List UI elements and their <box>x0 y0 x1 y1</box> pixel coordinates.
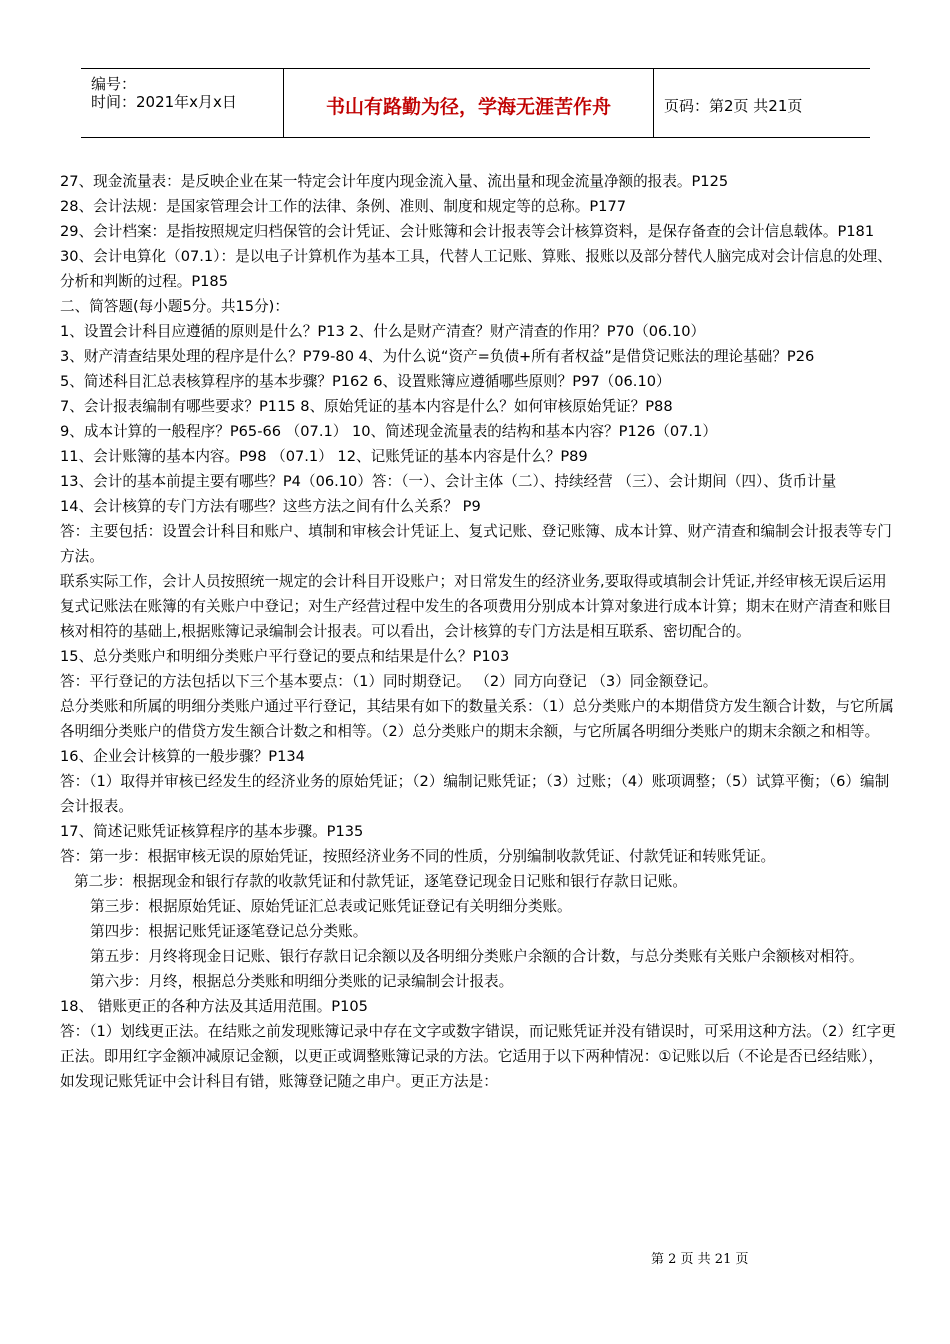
header-page-number: 页码：第2页 共21页 <box>664 97 803 115</box>
header-table <box>81 68 870 138</box>
question-14: 14、会计核算的专门方法有哪些？这些方法之间有什么关系？ P9 <box>60 498 481 515</box>
question-1-2: 1、设置会计科目应遵循的原则是什么？P13 2、什么是财产清查？财产清查的作用？P70（06.10） <box>60 323 706 340</box>
document-number-label: 编号： <box>91 75 137 93</box>
answer-18: 答：（1）划线更正法。在结账之前发现账簿记录中存在文字或数字错误，而记账凭证并没有错误时，可采用这种方法。（2）红字更正法。即用红字金额冲减原记金额，以更正或调整账簿记录的方法。它适用于以下两种情况：①记账以后（不论是否已经结账），如发现记账凭证中会计科目有错，账簿登记随之串户。更正方法是： <box>60 1023 896 1090</box>
question-15: 15、总分类账户和明细分类账户平行登记的要点和结果是什么？P103 <box>60 648 510 665</box>
question-9-10: 9、成本计算的一般程序？P65-66 （07.1） 10、简述现金流量表的结构和基本内容？P126（07.1） <box>60 423 717 440</box>
header-page-cell <box>654 69 870 137</box>
document-date-label: 时间：2021年x月x日 <box>91 93 237 111</box>
answer-16: 答：（1）取得并审核已经发生的经济业务的原始凭证；（2）编制记账凭证；（3）过账；（4）账项调整；（5）试算平衡；（6）编制会计报表。 <box>60 773 890 815</box>
paragraph-28: 28、会计法规：是国家管理会计工作的法律、条例、准则、制度和规定等的总称。P177 <box>60 198 627 215</box>
answer-17-step-3: 第三步：根据原始凭证、原始凭证汇总表或记账凭证登记有关明细分类账。 <box>90 898 572 915</box>
footer-page-number: 第 2 页 共 21 页 <box>651 1252 749 1267</box>
question-13: 13、会计的基本前提主要有哪些？P4（06.10）答：（一）、会计主体（二）、持续经营 （三）、会计期间（四）、货币计量 <box>60 473 837 490</box>
paragraph-27: 27、现金流量表：是反映企业在某一特定会计年度内现金流入量、流出量和现金流量净额的报表。P125 <box>60 173 729 190</box>
question-11-12: 11、会计账簿的基本内容。P98 （07.1） 12、记账凭证的基本内容是什么？P89 <box>60 448 588 465</box>
header-info-cell <box>81 69 284 137</box>
answer-14-detail: 联系实际工作，会计人员按照统一规定的会计科目开设账户；对日常发生的经济业务,要取得或填制会计凭证,并经审核无误后运用复式记账法在账簿的有关账户中登记；对生产经营过程中发生的各项费用分别成本计算对象进行成本计算；期末在财产清查和账目核对相符的基础上,根据账簿记录编制会计报表。可以看出，会计核算的专门方法是相互联系、密切配合的。 <box>60 573 892 640</box>
paragraph-30: 30、会计电算化（07.1）：是以电子计算机作为基本工具，代替人工记账、算账、报账以及部分替代人脑完成对会计信息的处理、分析和判断的过程。P185 <box>60 248 892 290</box>
answer-17-step-4: 第四步：根据记账凭证逐笔登记总分类账。 <box>90 923 368 940</box>
answer-15-detail: 总分类账和所属的明细分类账户通过平行登记，其结果有如下的数量关系：（1）总分类账户的本期借贷方发生额合计数，与它所属各明细分类账户的借贷方发生额合计数之和相等。（2）总分类账户的期末余额，与它所属各明细分类账户的期末余额之和相等。 <box>60 698 894 740</box>
question-3-4: 3、财产清查结果处理的程序是什么？P79-80 4、为什么说“资产=负债+所有者权益”是借贷记账法的理论基础？P26 <box>60 348 815 365</box>
paragraph-29: 29、会计档案：是指按照规定归档保管的会计凭证、会计账簿和会计报表等会计核算资料，是保存备查的会计信息载体。P181 <box>60 223 875 240</box>
answer-17-step-5: 第五步：月终将现金日记账、银行存款日记余额以及各明细分类账户余额的合计数，与总分类账有关账户余额核对相符。 <box>90 948 864 965</box>
question-16: 16、企业会计核算的一般步骤？P134 <box>60 748 305 765</box>
answer-15: 答：平行登记的方法包括以下三个基本要点：（1）同时期登记。 （2）同方向登记 （3）同金额登记。 <box>60 673 718 690</box>
question-18: 18、 错账更正的各种方法及其适用范围。P105 <box>60 998 368 1015</box>
question-5-6: 5、简述科目汇总表核算程序的基本步骤？P162 6、设置账簿应遵循哪些原则？P97（06.10） <box>60 373 671 390</box>
header-motto: 书山有路勤为径，学海无涯苦作舟 <box>325 96 611 118</box>
question-17: 17、简述记账凭证核算程序的基本步骤。P135 <box>60 823 364 840</box>
answer-14: 答：主要包括：设置会计科目和账户、填制和审核会计凭证上、复式记账、登记账簿、成本计算、财产清查和编制会计报表等专门方法。 <box>60 523 892 565</box>
document-body <box>60 169 896 1094</box>
answer-17-step-1: 答：第一步：根据审核无误的原始凭证，按照经济业务不同的性质，分别编制收款凭证、付款凭证和转账凭证。 <box>60 848 776 865</box>
header-motto-cell <box>284 69 654 137</box>
section-heading-short-answer: 二、简答题(每小题5分。共15分)： <box>60 298 289 315</box>
answer-17-step-6: 第六步：月终，根据总分类账和明细分类账的记录编制会计报表。 <box>90 973 514 990</box>
question-7-8: 7、会计报表编制有哪些要求？P115 8、原始凭证的基本内容是什么？如何审核原始凭证？P88 <box>60 398 673 415</box>
answer-17-step-2: 第二步：根据现金和银行存款的收款凭证和付款凭证，逐笔登记现金日记账和银行存款日记账。 <box>74 873 687 890</box>
